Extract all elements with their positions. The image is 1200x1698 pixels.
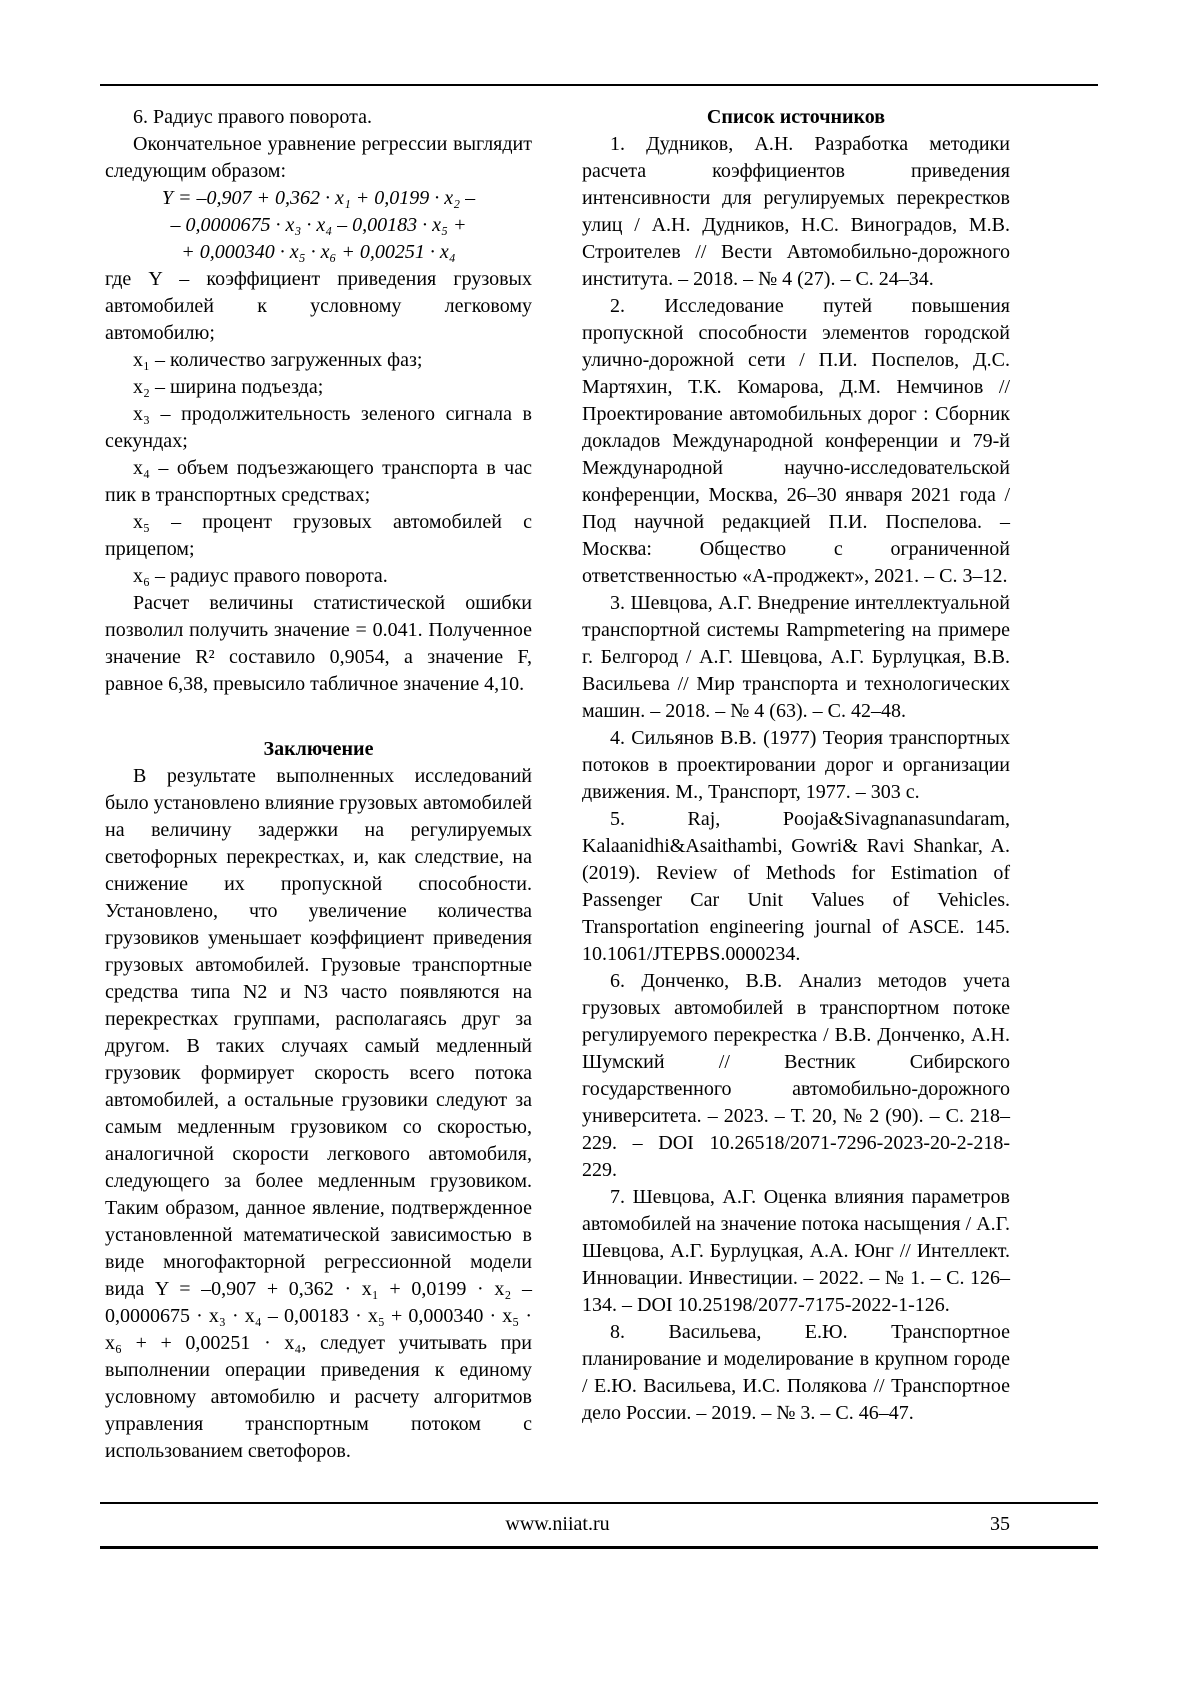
reference-item: 3. Шевцова, А.Г. Внедрение интеллектуальной транспортной системы Rampmetering на примере г. Белгород / А.Г. Шевцова, А.Г. Бурлуцкая, В.В. Васильева // Мир транспорта и технологических машин. – 2018. – № 4 (63). – С. 42–48. [582,592,1010,722]
variable-definition-paragraph: x₄ – объем подъезжающего транспорта в час пик в транспортных средствах; [105,457,532,506]
equation-line: – 0,0000675 · x₃ · x₄ – 0,00183 · x₅ + [170,214,467,236]
reference-item: 2. Исследование путей повышения пропускной способности элементов городской улично-дорожной сети / П.И. Поспелов, Д.С. Мартяхин, Т.К. Комарова, Д.М. Немчинов // Проектирование автомобильных дорог : Сборник докладов Международной конференции и 79-й Международной научно-исследовательской конференции, Москва, 26–30 января 2021 года / Под научной редакцией П.И. Поспелова. – Москва: Общество с ограниченной ответственностью «А-проджект», 2021. – С. 3–12. [582,295,1010,587]
reference-item: 1. Дудников, А.Н. Разработка методики расчета коэффициентов приведения интенсивности для регулируемых перекрестков улиц / А.Н. Дудников, Н.С. Виноградов, М.В. Строителев // Вести Автомобильно-дорожного института. – 2018. – № 4 (27). – С. 24–34. [582,133,1010,290]
where-clause-paragraph: где Y – коэффициент приведения грузовых автомобилей к условному легковому автомобилю; [105,268,532,344]
footer-website-url: www.niiat.ru [505,1513,610,1535]
conclusion-heading: Заключение [263,738,374,760]
references-heading: Список источников [706,106,886,128]
variable-definition-paragraph: x₅ – процент грузовых автомобилей с прицепом; [105,511,532,560]
regression-equation-block [105,185,532,266]
page-content [105,104,1010,1465]
reference-item: 8. Васильева, Е.Ю. Транспортное планирование и моделирование в крупном городе / Е.Ю. Васильева, И.С. Полякова // Транспортное дело России. – 2019. – № 3. – С. 46–47. [582,1321,1010,1424]
footer-page-number: 35 [990,1513,1010,1535]
bottom-rule [100,1546,1098,1549]
equation-line: Y = –0,907 + 0,362 · x₁ + 0,0199 · x₂ – [161,187,476,209]
reference-item: 4. Сильянов В.В. (1977) Теория транспортных потоков в проектировании дорог и организации движения. М., Транспорт, 1977. – 303 с. [582,727,1010,803]
list-item-paragraph: 6. Радиус правого поворота. [133,106,372,128]
reference-item: 5. Raj, Pooja&Sivagnanasundaram, Kalaanidhi&Asaithambi, Gowri& Ravi Shankar, A. (2019). Review of Methods for Estimation of Passenger Car Unit Values of Vehicles. Transportation engineering journal of ASCE. 145. 10.1061/JTEPBS.0000234. [582,808,1010,965]
conclusion-paragraph: В результате выполненных исследований было установлено влияние грузовых автомобилей на величину задержки на регулируемых светофорных перекрестках, и, как следствие, на снижение их пропускной способности. Установлено, что увеличение количества грузовиков уменьшает коэффициент приведения грузовых автомобилей. Грузовые транспортные средства типа N2 и N3 часто появляются на перекрестках группами, располагаясь друг за другом. В таких случаях самый медленный грузовик формирует скорость всего потока автомобилей, а остальные грузовики следуют за самым медленным грузовиком со скоростью, аналогичной скорости легкового автомобиля, следующего за более медленным грузовиком. Таким образом, данное явление, подтвержденное установленной математической зависимостью в виде многофакторной регрессионной модели вида Y = –0,907 + 0,362 · x₁ + 0,0199 · x₂ – 0,0000675 · x₃ · x₄ – 0,00183 · x₅ + 0,000340 · x₅ · x₆ + + 0,00251 · x₄, следует учитывать при выполнении операции приведения к единому условному автомобилю и расчету алгоритмов управления транспортным потоком с использованием светофоров. [105,765,532,1462]
variable-definition-paragraph: x₁ – количество загруженных фаз; [133,349,423,371]
variable-definition-paragraph: x₂ – ширина подъезда; [133,376,324,398]
right-column [582,104,1010,1465]
equation-line: + 0,000340 · x₅ · x₆ + 0,00251 · x₄ [181,241,456,263]
top-rule [100,84,1098,86]
regression-intro-paragraph: Окончательное уравнение регрессии выглядит следующим образом: [105,133,532,182]
left-column [105,104,532,1465]
variable-definition-paragraph: x₃ – продолжительность зеленого сигнала в секундах; [105,403,532,452]
reference-item: 7. Шевцова, А.Г. Оценка влияния параметров автомобилей на значение потока насыщения / А.Г. Шевцова, А.Г. Бурлуцкая, А.А. Юнг // Интеллект. Инновации. Инвестиции. – 2022. – № 1. – С. 126–134. – DOI 10.25198/2077-7175-2022-1-126. [582,1186,1010,1316]
footer-rule [100,1502,1098,1504]
page-footer [105,1510,1010,1538]
statistics-paragraph: Расчет величины статистической ошибки позволил получить значение = 0.041. Полученное значение R² составило 0,9054, а значение F, равное 6,38, превысило табличное значение 4,10. [105,592,532,695]
variable-definition-paragraph: x₆ – радиус правого поворота. [133,565,388,587]
reference-item: 6. Донченко, В.В. Анализ методов учета грузовых автомобилей в транспортном потоке регулируемого перекрестка / В.В. Донченко, А.Н. Шумский // Вестник Сибирского государственного автомобильно-дорожного университета. – 2023. – Т. 20, № 2 (90). – С. 218–229. – DOI 10.26518/2071-7296-2023-20-2-218-229. [582,970,1010,1181]
